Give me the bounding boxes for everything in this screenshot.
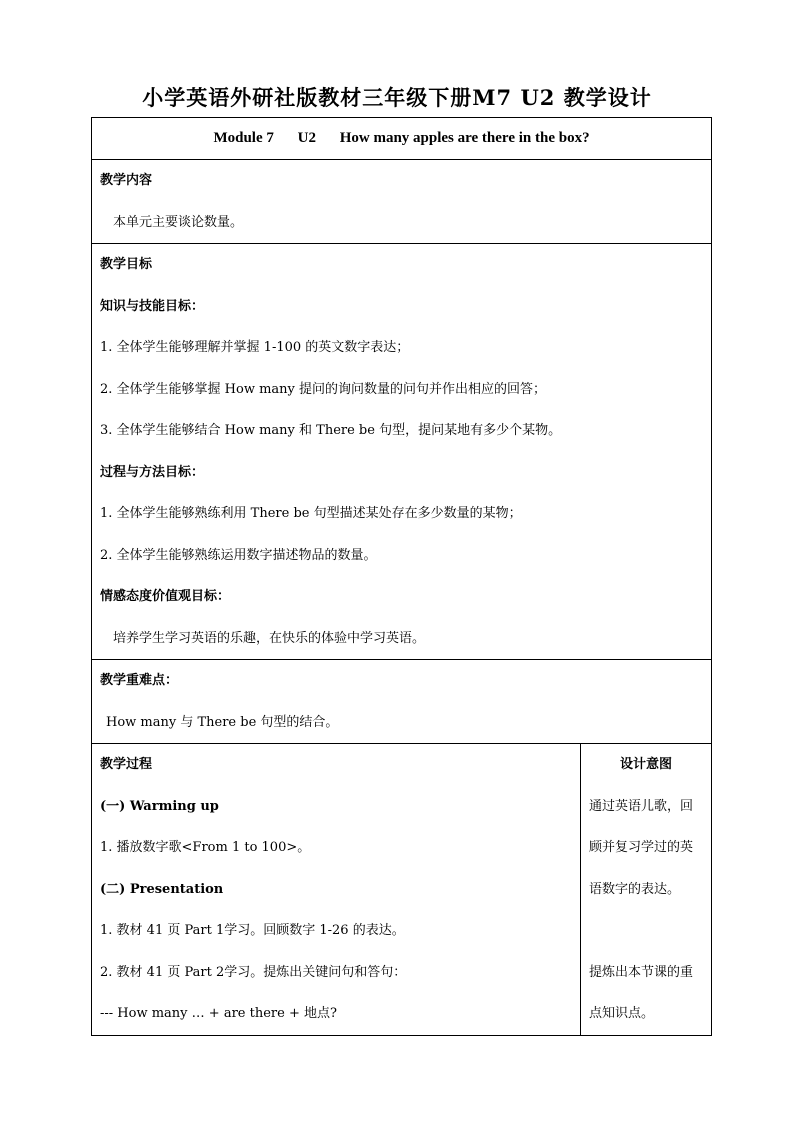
design-intent-line: 提炼出本节课的重 bbox=[589, 964, 694, 980]
unit-topic: How many apples are there in the box? bbox=[339, 130, 590, 146]
design-intent-line: 顾并复习学过的英 bbox=[589, 840, 694, 855]
procedure-section-heading: (一) Warming up bbox=[100, 798, 219, 814]
module-number: Module 7 bbox=[213, 130, 274, 146]
design-intent-heading: 设计意图 bbox=[620, 757, 673, 772]
key-points-cell bbox=[92, 660, 712, 744]
knowledge-item: 1. 全体学生能够理解并掌握 1-100 的英文数字表达； bbox=[100, 340, 410, 355]
procedure-step: --- How many … + are there + 地点? bbox=[100, 1006, 337, 1021]
objectives-row bbox=[92, 244, 712, 660]
content-heading: 教学内容 bbox=[100, 173, 153, 188]
objectives-cell bbox=[92, 244, 712, 660]
document-title: 小学英语外研社版教材三年级下册M7 U2 教学设计 bbox=[142, 85, 652, 110]
procedure-cell bbox=[92, 744, 581, 1036]
design-intent-line: 语数字的表达。 bbox=[589, 881, 681, 897]
procedure-step: 1. 教材 41 页 Part 1学习。回顾数字 1-26 的表达。 bbox=[100, 923, 405, 938]
content-text: 本单元主要谈论数量。 bbox=[113, 214, 244, 230]
procedure-heading: 教学过程 bbox=[100, 757, 153, 772]
design-intent-line: 点知识点。 bbox=[589, 1006, 655, 1021]
module-row bbox=[92, 118, 712, 160]
procedure-step: 1. 播放数字歌<From 1 to 100>。 bbox=[100, 840, 311, 855]
key-points-row bbox=[92, 660, 712, 744]
design-intent-line: 通过英语儿歌，回 bbox=[589, 798, 694, 814]
content-cell bbox=[92, 160, 712, 244]
emotion-text: 培养学生学习英语的乐趣，在快乐的体验中学习英语。 bbox=[113, 630, 426, 646]
design-intent-cell bbox=[581, 744, 712, 1036]
process-item: 2. 全体学生能够熟练运用数字描述物品的数量。 bbox=[100, 547, 377, 563]
knowledge-item: 2. 全体学生能够掌握 How many 提问的询问数量的问句并作出相应的回答； bbox=[100, 381, 547, 397]
objectives-heading: 教学目标 bbox=[100, 257, 153, 272]
module-header bbox=[92, 118, 712, 160]
process-item: 1. 全体学生能够熟练利用 There be 句型描述某处存在多少数量的某物； bbox=[100, 506, 522, 521]
emotion-heading: 情感态度价值观目标： bbox=[100, 589, 231, 604]
process-heading: 过程与方法目标： bbox=[100, 464, 205, 480]
lesson-plan-table bbox=[91, 117, 712, 1036]
knowledge-heading: 知识与技能目标： bbox=[100, 298, 205, 314]
key-points-text: How many 与 There be 句型的结合。 bbox=[106, 714, 339, 730]
unit-number: U2 bbox=[297, 130, 316, 146]
design-intent-line bbox=[589, 910, 703, 952]
procedure-section-heading: (二) Presentation bbox=[100, 881, 224, 897]
content-row bbox=[92, 160, 712, 244]
procedure-row bbox=[92, 744, 712, 1036]
procedure-step: 2. 教材 41 页 Part 2学习。提炼出关键问句和答句： bbox=[100, 964, 407, 980]
knowledge-item: 3. 全体学生能够结合 How many 和 There be 句型，提问某地有多少个某物。 bbox=[100, 423, 562, 438]
key-points-heading: 教学重难点： bbox=[100, 673, 179, 688]
